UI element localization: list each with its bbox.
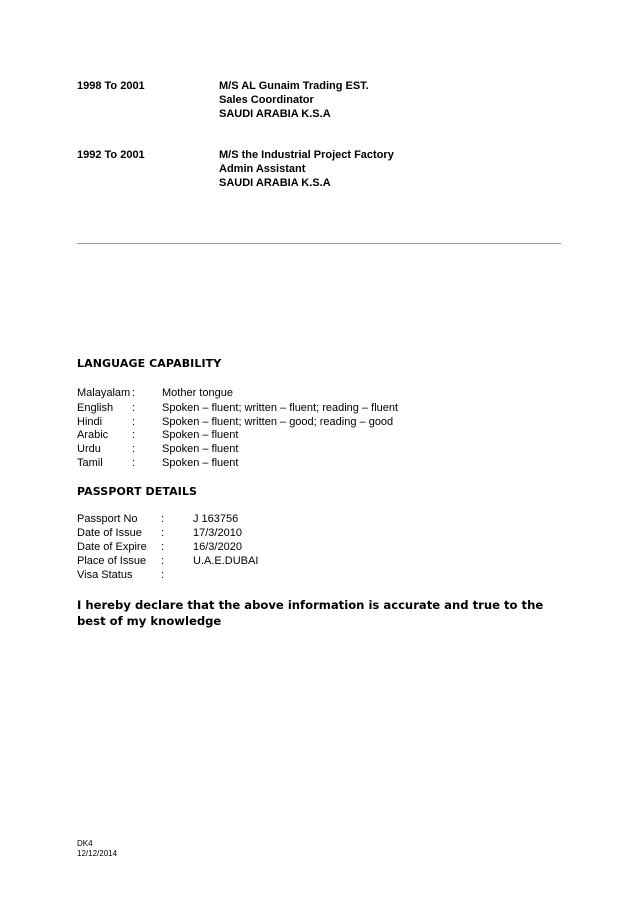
language-level: Spoken – fluent xyxy=(162,443,239,455)
footer-date: 12/12/2014 xyxy=(77,849,118,858)
passport-field-label: Place of Issue xyxy=(77,555,147,567)
passport-field-label: Date of Expire xyxy=(77,541,147,553)
employment-position: Admin Assistant xyxy=(219,163,306,175)
employment-details xyxy=(219,79,369,121)
language-name: Tamil xyxy=(77,457,103,469)
language-colon: : xyxy=(132,387,136,399)
language-colon: : xyxy=(132,402,136,414)
page-footer xyxy=(77,839,117,859)
language-name: Urdu xyxy=(77,443,101,455)
employment-company: M/S the Industrial Project Factory xyxy=(219,149,394,161)
passport-colon: : xyxy=(161,555,165,567)
employment-position: Sales Coordinator xyxy=(219,94,314,106)
employment-details xyxy=(219,148,394,190)
employment-location: SAUDI ARABIA K.S.A xyxy=(219,108,331,120)
passport-colon: : xyxy=(161,527,165,539)
passport-field-label: Passport No xyxy=(77,513,138,525)
employment-period: 1998 To 2001 xyxy=(77,80,145,92)
language-level: Spoken – fluent; written – good; reading – good xyxy=(162,416,394,428)
footer-code: DK4 xyxy=(77,839,93,848)
employment-company: M/S AL Gunaim Trading EST. xyxy=(219,80,369,92)
employment-period: 1992 To 2001 xyxy=(77,149,145,161)
language-name: Hindi xyxy=(77,416,103,428)
passport-colon: : xyxy=(161,569,165,581)
employment-location: SAUDI ARABIA K.S.A xyxy=(219,177,331,189)
language-name: Arabic xyxy=(77,429,109,441)
language-level: Spoken – fluent xyxy=(162,429,239,441)
horizontal-divider xyxy=(77,243,561,244)
passport-colon: : xyxy=(161,513,165,525)
language-level: Mother tongue xyxy=(162,387,233,399)
language-heading: LANGUAGE CAPABILITY xyxy=(77,357,222,370)
passport-field-value: J 163756 xyxy=(193,513,239,525)
declaration-statement: I hereby declare that the above information is accurate and true to the best of my knowledge xyxy=(77,598,544,628)
passport-colon: : xyxy=(161,541,165,553)
language-name: Malayalam xyxy=(77,387,131,399)
passport-field-value: U.A.E.DUBAI xyxy=(193,555,259,567)
language-colon: : xyxy=(132,416,136,428)
language-colon: : xyxy=(132,443,136,455)
passport-field-value: 17/3/2010 xyxy=(193,527,242,539)
passport-field-label: Visa Status xyxy=(77,569,133,581)
language-colon: : xyxy=(132,429,136,441)
passport-field-value: 16/3/2020 xyxy=(193,541,242,553)
language-level: Spoken – fluent; written – fluent; reading – fluent xyxy=(162,402,399,414)
passport-field-label: Date of Issue xyxy=(77,527,142,539)
passport-heading: PASSPORT DETAILS xyxy=(77,485,198,498)
language-level: Spoken – fluent xyxy=(162,457,239,469)
language-name: English xyxy=(77,402,114,414)
language-colon: : xyxy=(132,457,136,469)
